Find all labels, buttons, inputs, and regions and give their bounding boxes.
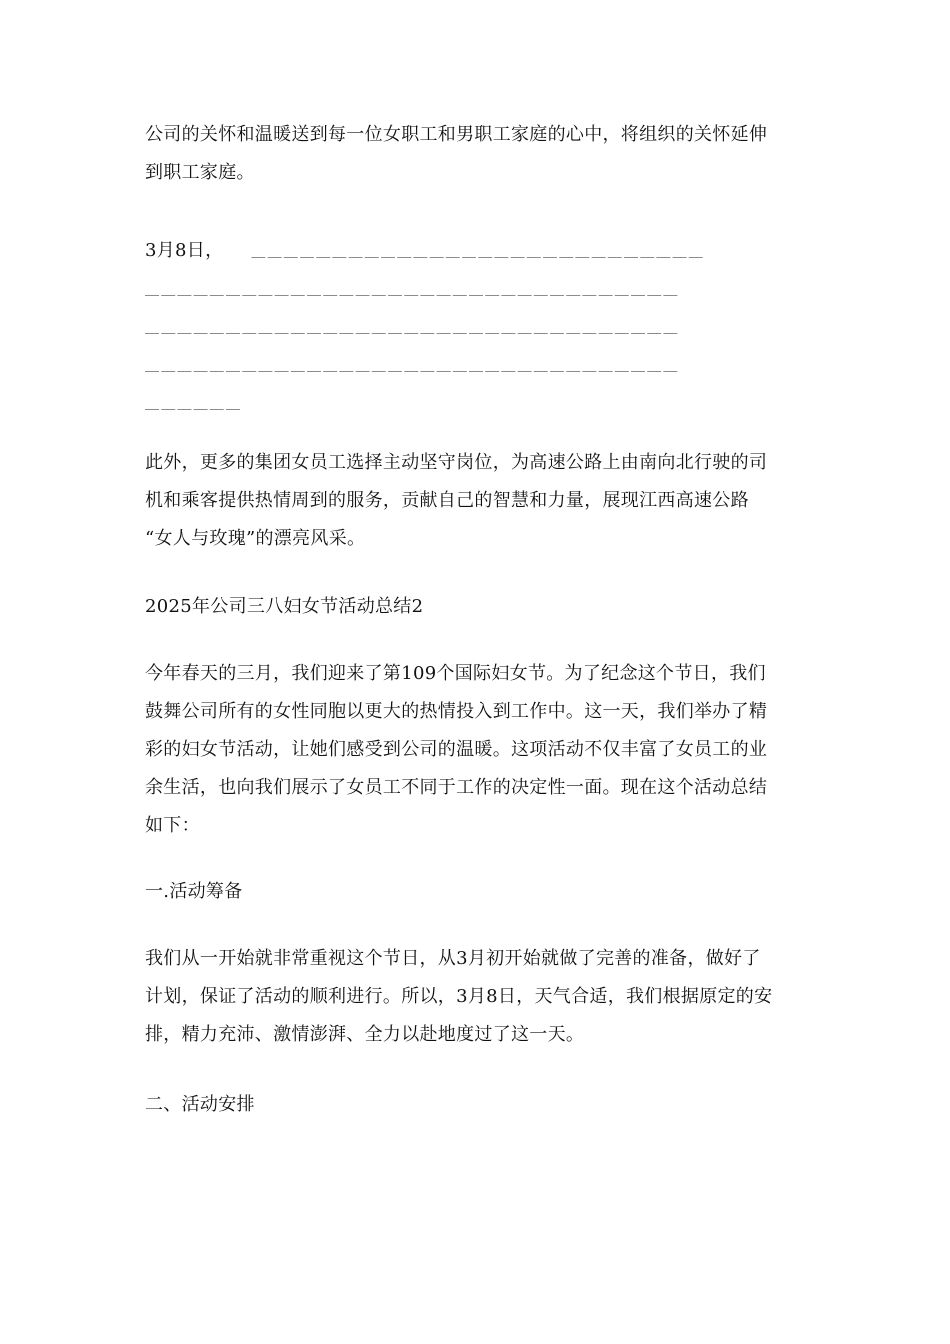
text-line: 到职工家庭。: [145, 162, 255, 183]
section-title: [145, 588, 810, 626]
heading-text: 二、活动安排: [145, 1094, 255, 1115]
fill-blank: ＿＿＿＿＿＿＿＿＿＿＿＿＿＿＿＿＿＿＿＿＿＿＿＿＿＿＿＿＿＿＿＿＿: [145, 320, 680, 336]
fill-blank: ＿＿＿＿＿＿＿＿＿＿＿＿＿＿＿＿＿＿＿＿＿＿＿＿＿＿＿＿＿＿＿＿＿: [145, 358, 680, 374]
fill-blank: ＿＿＿＿＿＿: [145, 396, 243, 412]
text-line: 余生活，也向我们展示了女员工不同于工作的决定性一面。现在这个活动总结: [145, 777, 768, 798]
date-prefix: 3月8日，: [145, 240, 224, 261]
heading-preparation: [145, 873, 810, 911]
text-line: 鼓舞公司所有的女性同胞以更大的热情投入到工作中。这一天，我们举办了精: [145, 701, 768, 722]
text-line: 如下：: [145, 815, 200, 836]
text-line: “女人与玫瑰”的漂亮风采。: [145, 528, 366, 549]
text-line: 今年春天的三月，我们迎来了第109个国际妇女节。为了纪念这个节日，我们: [145, 663, 766, 684]
heading-text: 一.活动筹备: [145, 881, 243, 902]
text-line: 我们从一开始就非常重视这个节日，从3月初开始就做了完善的准备，做好了: [145, 948, 761, 969]
text-line: 排，精力充沛、激情澎湃、全力以赴地度过了这一天。: [145, 1024, 585, 1045]
paragraph-staff-on-duty: [145, 444, 810, 558]
paragraph-family-care: [145, 116, 810, 192]
section-title-text: 2025年公司三八妇女节活动总结2: [145, 596, 424, 617]
text-line: 此外，更多的集团女员工选择主动坚守岗位，为高速公路上由南向北行驶的司: [145, 452, 768, 473]
text-line: 计划，保证了活动的顺利进行。所以，3月8日，天气合适，我们根据原定的安: [145, 986, 773, 1007]
date-fill-line: [145, 232, 810, 271]
fill-blank: ＿＿＿＿＿＿＿＿＿＿＿＿＿＿＿＿＿＿＿＿＿＿＿＿＿＿＿＿＿＿＿＿＿: [145, 282, 680, 298]
paragraph-preparation: [145, 940, 810, 1054]
text-line: 公司的关怀和温暖送到每一位女职工和男职工家庭的心中，将组织的关怀延伸: [145, 124, 768, 145]
date-blank-section: [145, 232, 810, 423]
paragraph-intro: [145, 655, 810, 845]
text-line: 彩的妇女节活动，让她们感受到公司的温暖。这项活动不仅丰富了女员工的业: [145, 739, 768, 760]
fill-blank: ＿＿＿＿＿＿＿＿＿＿＿＿＿＿＿＿＿＿＿＿＿＿＿＿＿＿＿＿: [251, 244, 706, 260]
heading-arrangement: [145, 1086, 810, 1124]
text-line: 机和乘客提供热情周到的服务，贡献自己的智慧和力量，展现江西高速公路: [145, 490, 749, 511]
